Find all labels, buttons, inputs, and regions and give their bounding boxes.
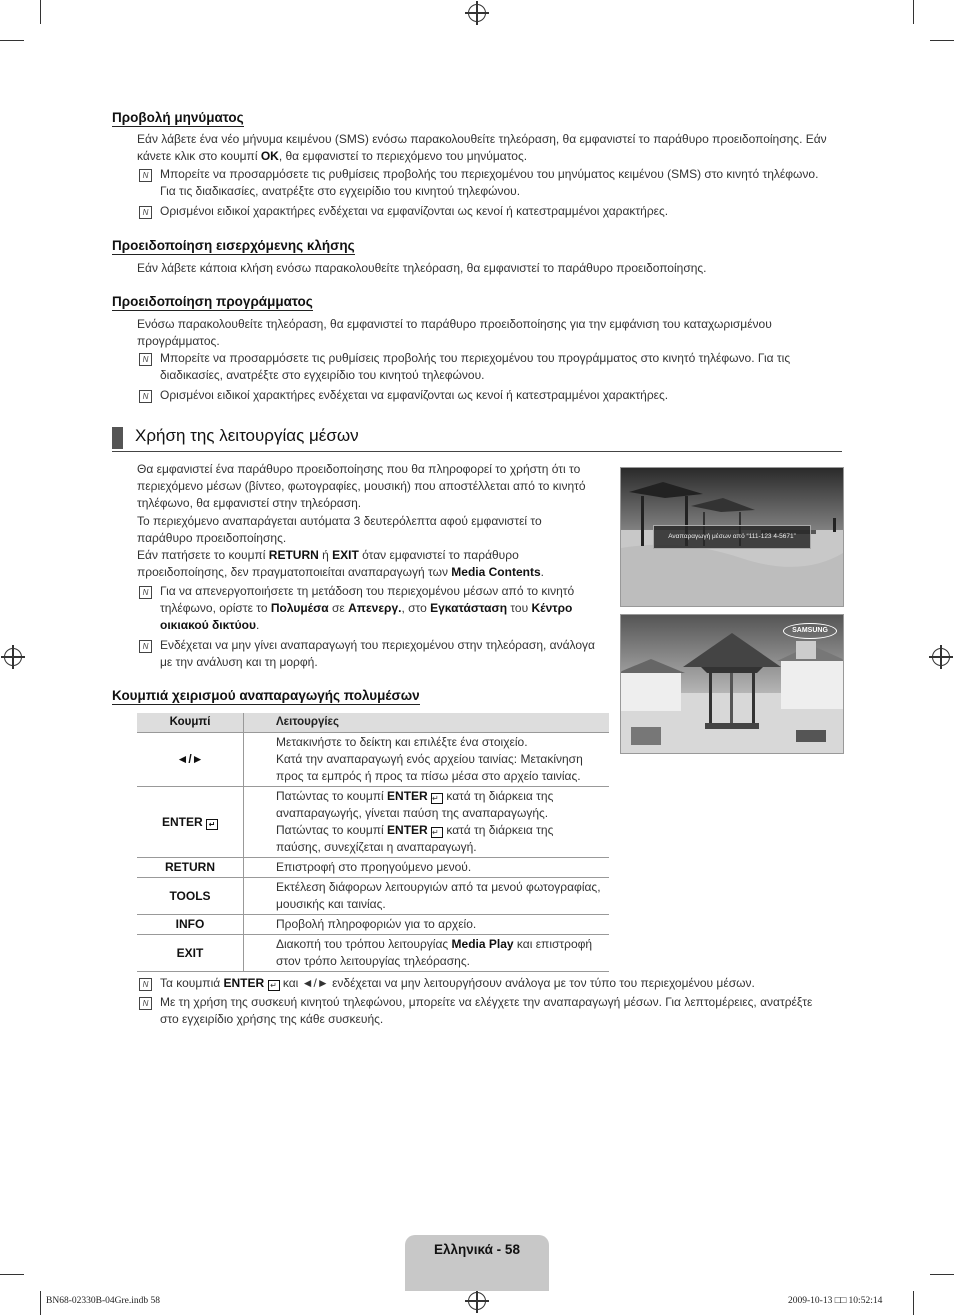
text-line: παύσης, συνεχίζεται η αναπαραγωγή. — [276, 840, 477, 854]
text-line: Εάν λάβετε ένα νέο μήνυμα κειμένου (SMS) ενόσω παρακολουθείτε τηλεόραση, θα εμφανιστεί το παράθυρο προειδοποίησης. Εάν — [137, 132, 827, 146]
section-title-schedule: Προειδοποίηση προγράμματος — [112, 294, 313, 309]
print-timestamp: 2009-10-13 □□ 10:52:14 — [788, 1296, 883, 1306]
text: σε — [328, 601, 349, 615]
text-line: Ενδέχεται να μην γίνει αναπαραγωγή του περιεχομένου στην τηλεόραση, ανάλογα — [160, 638, 595, 652]
text: και ◄/► ενδέχεται να μην λειτουργήσουν ανάλογα με τον τύπο του περιεχομένου μέσων. — [279, 976, 755, 990]
note — [160, 994, 812, 1028]
text-line: με την ανάλυση και τη μορφή. — [160, 655, 318, 669]
table-row — [137, 787, 609, 858]
registration-mark-icon — [4, 648, 22, 666]
exit-key-label: EXIT — [332, 548, 359, 562]
text-line: προς τα εμπρός ή προς τα πίσω μέσα στο αρχείο ταινίας. — [276, 769, 581, 783]
paragraph — [137, 547, 544, 581]
text-line — [137, 148, 827, 165]
function-cell: Επιστροφή στο προηγούμενο μενού. — [244, 858, 610, 878]
column-header-button: Κουμπί — [137, 713, 244, 733]
menu-term: Εγκατάσταση — [430, 601, 508, 615]
text-line: Ενόσω παρακολουθείτε τηλεόραση, θα εμφανιστεί το παράθυρο προειδοποίησης για την εμφάνιση του καταχωρισμένου — [137, 317, 772, 331]
column-header-function: Λειτουργίες — [244, 713, 610, 733]
crop-mark — [913, 1291, 914, 1315]
ok-key-label: OK — [260, 149, 279, 163]
text: Τα κουμπιά — [160, 976, 224, 990]
text-line: περιεχόμενο μέσων (βίντεο, φωτογραφίες, μουσική) που αποστέλλεται από το κινητό — [137, 479, 586, 493]
text-line: Θα εμφανιστεί ένα παράθυρο προειδοποίησης που θα πληροφορεί το χρήστη ότι το — [137, 462, 581, 476]
enter-icon: ↵ — [431, 827, 443, 838]
text-line: Εκτέλεση διάφορων λειτουργιών από τα μενού φωτογραφίας, — [276, 880, 601, 894]
media-popup — [653, 525, 811, 549]
text-line: Για τις διαδικασίες, ανατρέξτε στο εγχειρίδιο του κινητού τηλεφώνου. — [160, 184, 521, 198]
text-line — [137, 564, 544, 581]
text-line: αναπαραγωγής, γίνεται παύση της αναπαραγωγής. — [276, 806, 549, 820]
page-number-tab — [405, 1235, 549, 1291]
samsung-logo — [783, 623, 837, 639]
text-line: τηλέφωνο, θα εμφανιστεί στην τηλεόραση. — [137, 496, 362, 510]
crop-mark — [40, 0, 41, 24]
text-line: παράθυρο προειδοποίησης. — [137, 531, 287, 545]
section-heading-media: Χρήση της λειτουργίας μέσων — [135, 426, 359, 445]
enter-key-label: ENTER — [161, 814, 203, 829]
function-cell — [244, 787, 610, 858]
menu-term: Απενεργ. — [348, 601, 402, 615]
tv-screen-photo-beach — [620, 467, 844, 607]
tv-screen-photo-gazebo — [620, 614, 844, 754]
note-icon: N — [139, 206, 152, 219]
media-contents-label: Media Contents — [451, 565, 541, 579]
text: κατά τη διάρκεια της — [443, 789, 554, 803]
section-title-incoming-call: Προειδοποίηση εισερχόμενης κλήσης — [112, 238, 355, 253]
crop-mark — [930, 1274, 954, 1275]
note-icon: N — [139, 997, 152, 1010]
text-line: Για να απενεργοποιήσετε τη μετάδοση του περιεχομένου μέσων από το κινητό — [160, 584, 575, 598]
key-cell: EXIT — [137, 935, 244, 972]
text: κατά τη διάρκεια της — [443, 823, 554, 837]
key-cell: ◄/► — [137, 733, 244, 787]
crop-mark — [40, 1291, 41, 1315]
text: όταν εμφανιστεί το παράθυρο — [358, 548, 519, 562]
crop-mark — [930, 40, 954, 41]
note-icon: N — [139, 353, 152, 366]
text: . — [540, 565, 544, 579]
text: Πατώντας το κουμπί — [276, 789, 388, 803]
text: Εάν πατήσετε το κουμπί — [137, 548, 269, 562]
function-cell: Προβολή πληροφοριών για το αρχείο. — [244, 915, 610, 935]
text-line — [137, 547, 544, 564]
controls-table — [137, 713, 609, 972]
text-line: μουσικής και ταινίας. — [276, 897, 386, 911]
menu-term: Πολυμέσα — [270, 601, 329, 615]
text-line: Το περιεχόμενο αναπαράγεται αυτόματα 3 δευτερόλεπτα αφού εμφανιστεί το — [137, 514, 542, 528]
note — [160, 975, 755, 992]
note-icon: N — [139, 169, 152, 182]
text: του — [507, 601, 532, 615]
text-line: Μετακινήστε το δείκτη και επιλέξτε ένα στοιχείο. — [276, 735, 528, 749]
heading-rule — [112, 451, 842, 452]
note-icon: N — [139, 978, 152, 991]
print-file-name: BN68-02330B-04Gre.indb 58 — [46, 1296, 160, 1306]
text-line: προγράμματος. — [137, 334, 220, 348]
table-row — [137, 858, 609, 878]
text-line — [160, 600, 574, 617]
menu-term: οικιακού δικτύου — [160, 618, 256, 632]
enter-icon: ↵ — [431, 793, 443, 804]
text: , θα εμφανιστεί το περιεχόμενο του μηνύματος. — [278, 149, 528, 163]
text-line: στον τρόπο λειτουργίας τηλεόρασης. — [276, 954, 470, 968]
text: Πατώντας το κουμπί — [276, 823, 388, 837]
text: προειδοποίησης, δεν πραγματοποιείται αναπαραγωγή των — [137, 565, 452, 579]
note — [160, 350, 790, 384]
text-line — [160, 617, 574, 634]
table-row — [137, 733, 609, 787]
key-cell — [137, 787, 244, 858]
crop-mark — [0, 40, 24, 41]
registration-mark-icon — [932, 648, 950, 666]
note — [160, 583, 574, 634]
text-line: στο εγχειρίδιο χρήσης της κάθε συσκευής. — [160, 1012, 384, 1026]
text: , στο — [401, 601, 431, 615]
note-icon: N — [139, 586, 152, 599]
function-cell — [244, 733, 610, 787]
text-line — [276, 822, 605, 839]
table-row — [137, 878, 609, 915]
crop-mark — [0, 1274, 24, 1275]
enter-icon: ↵ — [206, 819, 218, 830]
heading-bar — [112, 427, 123, 449]
text: κάνετε κλικ στο κουμπί — [137, 149, 261, 163]
note-icon: N — [139, 390, 152, 403]
text-line: διαδικασίες, ανατρέξτε στο εγχειρίδιο του κινητού τηλεφώνου. — [160, 368, 485, 382]
menu-term: Κέντρο — [531, 601, 573, 615]
registration-mark-icon — [468, 1292, 486, 1310]
crop-mark — [913, 0, 914, 24]
note — [160, 166, 818, 200]
text: . — [255, 618, 260, 632]
text: ή — [318, 548, 333, 562]
section-title-controls: Κουμπιά χειρισμού αναπαραγωγής πολυμέσων — [112, 688, 420, 703]
key-cell: TOOLS — [137, 878, 244, 915]
registration-mark-icon — [468, 4, 486, 22]
paragraph: Εάν λάβετε κάποια κλήση ενόσω παρακολουθείτε τηλεόραση, θα εμφανιστεί το παράθυρο προειδοποίησης. — [137, 261, 707, 275]
brand-text: SAMSUNG — [792, 627, 828, 634]
text: τηλέφωνο, ορίστε το — [160, 601, 271, 615]
paragraph — [137, 513, 542, 547]
enter-icon: ↵ — [268, 980, 280, 991]
function-cell — [244, 878, 610, 915]
enter-key-label: ENTER — [223, 976, 265, 990]
text-line — [276, 936, 605, 953]
table-header-row — [137, 713, 609, 733]
function-cell — [244, 935, 610, 972]
text: Διακοπή του τρόπου λειτουργίας — [276, 937, 452, 951]
return-key-label: RETURN — [268, 548, 319, 562]
media-play-label: Media Play — [451, 937, 514, 951]
text-line: Μπορείτε να προσαρμόσετε τις ρυθμίσεις προβολής του περιεχομένου του μηνύματος κειμένου (SMS) στο κινητό τηλέφωνο. — [160, 167, 819, 181]
paragraph — [137, 316, 772, 350]
text-line: Κατά την αναπαραγωγή ενός αρχείου ταινίας: Μετακίνηση — [276, 752, 583, 766]
paragraph — [137, 131, 827, 165]
page-number: Ελληνικά - 58 — [434, 1242, 520, 1257]
note: Ορισμένοι ειδικοί χαρακτήρες ενδέχεται να εμφανίζονται ως κενοί ή κατεστραμμένοι χαρακτήρες. — [160, 388, 669, 402]
popup-text: Αναπαραγωγή μέσων από “111-123 4-5671” — [668, 533, 796, 540]
paragraph — [137, 461, 607, 512]
key-cell: INFO — [137, 915, 244, 935]
table-row — [137, 915, 609, 935]
key-cell: RETURN — [137, 858, 244, 878]
note-icon: N — [139, 640, 152, 653]
text: και επιστροφή — [513, 937, 593, 951]
note: Ορισμένοι ειδικοί χαρακτήρες ενδέχεται να εμφανίζονται ως κενοί ή κατεστραμμένοι χαρακτήρες. — [160, 204, 669, 218]
note — [160, 637, 595, 671]
enter-key-label: ENTER — [387, 789, 428, 803]
text-line: Με τη χρήση της συσκευή κινητού τηλεφώνου, μπορείτε να ελέγχετε την αναπαραγωγή μέσων. Για λεπτομέρειες, ανατρέξτε — [160, 995, 813, 1009]
table-row — [137, 935, 609, 972]
section-title-message-view: Προβολή μηνύματος — [112, 110, 244, 125]
text-line: Μπορείτε να προσαρμόσετε τις ρυθμίσεις προβολής του περιεχομένου του προγράμματος στο κινητό τηλέφωνο. Για τις — [160, 351, 791, 365]
text-line — [276, 788, 605, 805]
enter-key-label: ENTER — [387, 823, 428, 837]
